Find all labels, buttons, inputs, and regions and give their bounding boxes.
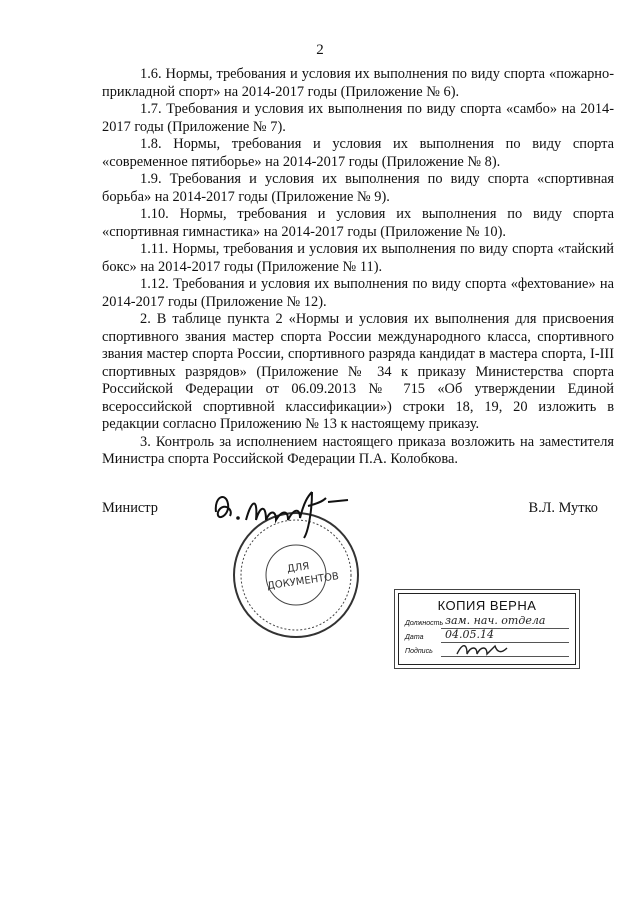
copy-stamp-date-row bbox=[405, 628, 494, 641]
copy-stamp-signature-row bbox=[405, 648, 433, 655]
copy-stamp-date-value: 04.05.14 bbox=[445, 628, 494, 641]
signatory-name: В.Л. Мутко bbox=[528, 500, 598, 516]
copy-stamp-date-label: Дата bbox=[405, 634, 424, 641]
document-body bbox=[102, 66, 614, 469]
copy-stamp-title: КОПИЯ ВЕРНА bbox=[437, 598, 537, 613]
copy-stamp-position-value: зам. нач. отдела bbox=[445, 614, 546, 627]
paragraph-2: 2. В таблице пункта 2 «Нормы и условия их выполнения для присвоения спортивного звания мастер спорта России международного класса, спортивного звания мастер спорта России, спортивного разряда кандидат в мастера спорта, I-III спортивных разрядов» (Приложение № 34 к приказу Министерства спорта Российской Федерации от 06.09.2013 № 715 «Об утверждении Единой всероссийской спортивной классификации») строки 18, 19, 20 изложить в редакции согласно Приложению № 13 к настоящему приказу. bbox=[102, 311, 614, 432]
copy-stamp-signature-icon bbox=[455, 642, 515, 658]
copy-stamp-position-row bbox=[405, 614, 546, 627]
paragraph-1-12: 1.12. Требования и условия их выполнения по виду спорта «фехтование» на 2014-2017 годы (Приложение № 12). bbox=[102, 276, 614, 310]
paragraph-1-11: 1.11. Нормы, требования и условия их выполнения по виду спорта «тайский бокс» на 2014-2017 годы (Приложение № 11). bbox=[102, 241, 614, 275]
paragraph-1-8: 1.8. Нормы, требования и условия их выполнения по виду спорта «современное пятиборье» на 2014-2017 годы (Приложение № 8). bbox=[102, 136, 614, 170]
copy-stamp-signature-label: Подпись bbox=[405, 648, 433, 655]
seal-text-line2: ДОКУМЕНТОВ bbox=[266, 571, 340, 593]
handwritten-signature-icon bbox=[208, 482, 358, 542]
paragraph-3: 3. Контроль за исполнением настоящего приказа возложить на заместителя Министра спорта Российской Федерации П.А. Колобкова. bbox=[102, 433, 614, 467]
paragraph-1-6: 1.6. Нормы, требования и условия их выполнения по виду спорта «пожарно-прикладной спорт» на 2014-2017 годы (Приложение № 6). bbox=[102, 66, 614, 100]
paragraph-1-10: 1.10. Нормы, требования и условия их выполнения по виду спорта «спортивная гимнастика» на 2014-2017 годы (Приложение № 10). bbox=[102, 206, 614, 240]
signatory-title: Министр bbox=[102, 500, 158, 516]
paragraph-1-9: 1.9. Требования и условия их выполнения по виду спорта «спортивная борьба» на 2014-2017 годы (Приложение № 9). bbox=[102, 171, 614, 205]
copy-stamp-position-label: Должность bbox=[405, 620, 444, 627]
paragraph-1-7: 1.7. Требования и условия их выполнения по виду спорта «самбо» на 2014-2017 годы (Приложение № 7). bbox=[102, 101, 614, 135]
copy-stamp bbox=[398, 593, 576, 665]
page-number: 2 bbox=[316, 42, 324, 58]
seal-text-line1: ДЛЯ bbox=[286, 561, 311, 576]
